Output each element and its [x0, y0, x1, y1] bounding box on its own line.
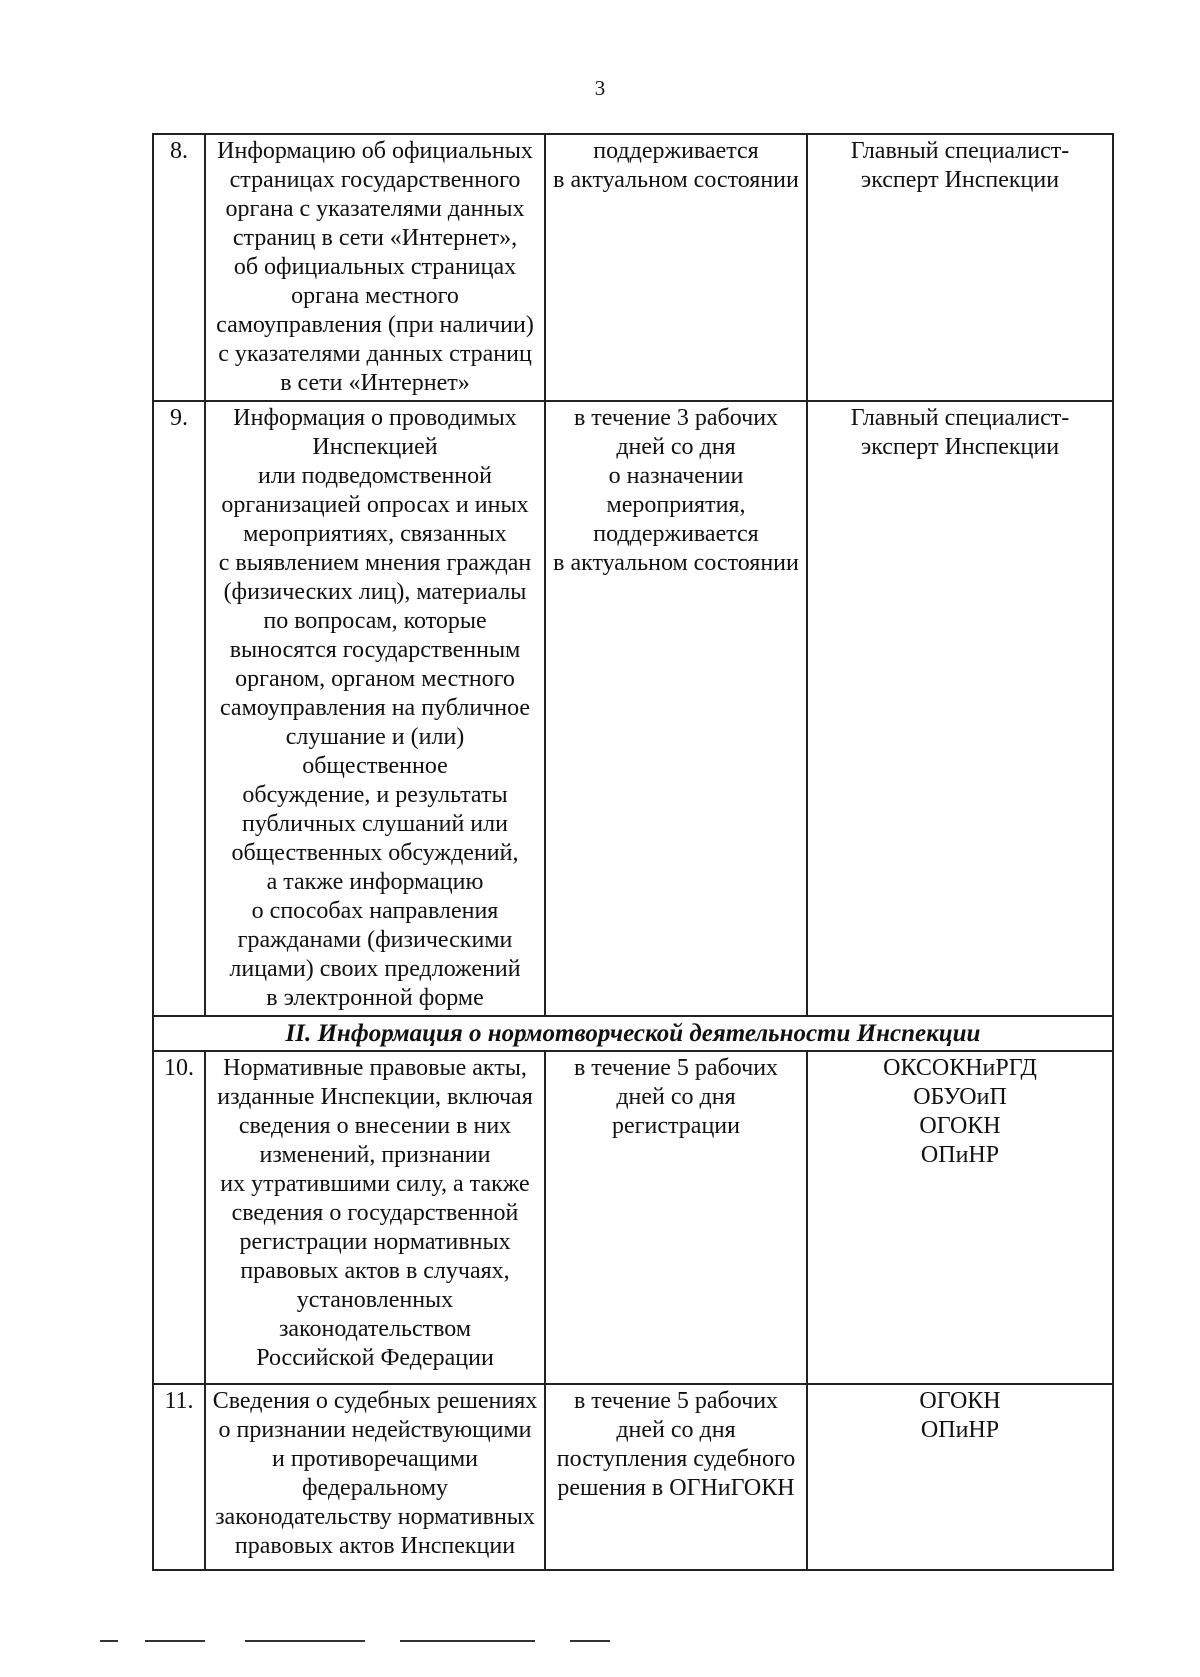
- table-row: [153, 401, 1113, 1016]
- section-title: II. Информация о нормотворческой деятельности Инспекции: [153, 1016, 1113, 1051]
- info-cell: Нормативные правовые акты, изданные Инспекции, включая сведения о внесении в них изменений, признании их утратившими силу, а также сведения о государственной регистрации нормативных правовых актов в случаях, установленных законодательством Российской Федерации: [205, 1051, 545, 1384]
- responsible-cell: ОКСОКНиРГД ОБУОиП ОГОКН ОПиНР: [807, 1051, 1113, 1384]
- row-number: 8.: [153, 134, 205, 401]
- table-row: [153, 1051, 1113, 1384]
- page-number: 3: [594, 76, 606, 100]
- section-heading-row: [153, 1016, 1113, 1051]
- period-cell: поддерживается в актуальном состоянии: [545, 134, 807, 401]
- responsible-cell: Главный специалист- эксперт Инспекции: [807, 401, 1113, 1016]
- info-cell: Информация о проводимых Инспекцией или подведомственной организацией опросах и иных мероприятиях, связанных с выявлением мнения граждан (физических лиц), материалы по вопросам, которые выносятся государственным органом, органом местного самоуправления на публичное слушание и (или) общественное обсуждение, и результаты публичных слушаний или общественных обсуждений, а также информацию о способах направления гражданами (физическими лицами) своих предложений в электронной форме: [205, 401, 545, 1016]
- information-table: [152, 133, 1114, 1571]
- table-row: [153, 134, 1113, 401]
- info-cell: Сведения о судебных решениях о признании недействующими и противоречащими федеральному законодательству нормативных правовых актов Инспекции: [205, 1384, 545, 1570]
- row-number: 11.: [153, 1384, 205, 1570]
- row-number: 10.: [153, 1051, 205, 1384]
- period-cell: в течение 5 рабочих дней со дня поступления судебного решения в ОГНиГОКН: [545, 1384, 807, 1570]
- info-cell: Информацию об официальных страницах государственного органа с указателями данных страниц в сети «Интернет», об официальных страницах органа местного самоуправления (при наличии) с указателями данных страниц в сети «Интернет»: [205, 134, 545, 401]
- period-cell: в течение 5 рабочих дней со дня регистрации: [545, 1051, 807, 1384]
- row-number: 9.: [153, 401, 205, 1016]
- footer-lines: [100, 1640, 700, 1644]
- table-row: [153, 1384, 1113, 1570]
- responsible-cell: ОГОКН ОПиНР: [807, 1384, 1113, 1570]
- responsible-cell: Главный специалист- эксперт Инспекции: [807, 134, 1113, 401]
- period-cell: в течение 3 рабочих дней со дня о назначении мероприятия, поддерживается в актуальном состоянии: [545, 401, 807, 1016]
